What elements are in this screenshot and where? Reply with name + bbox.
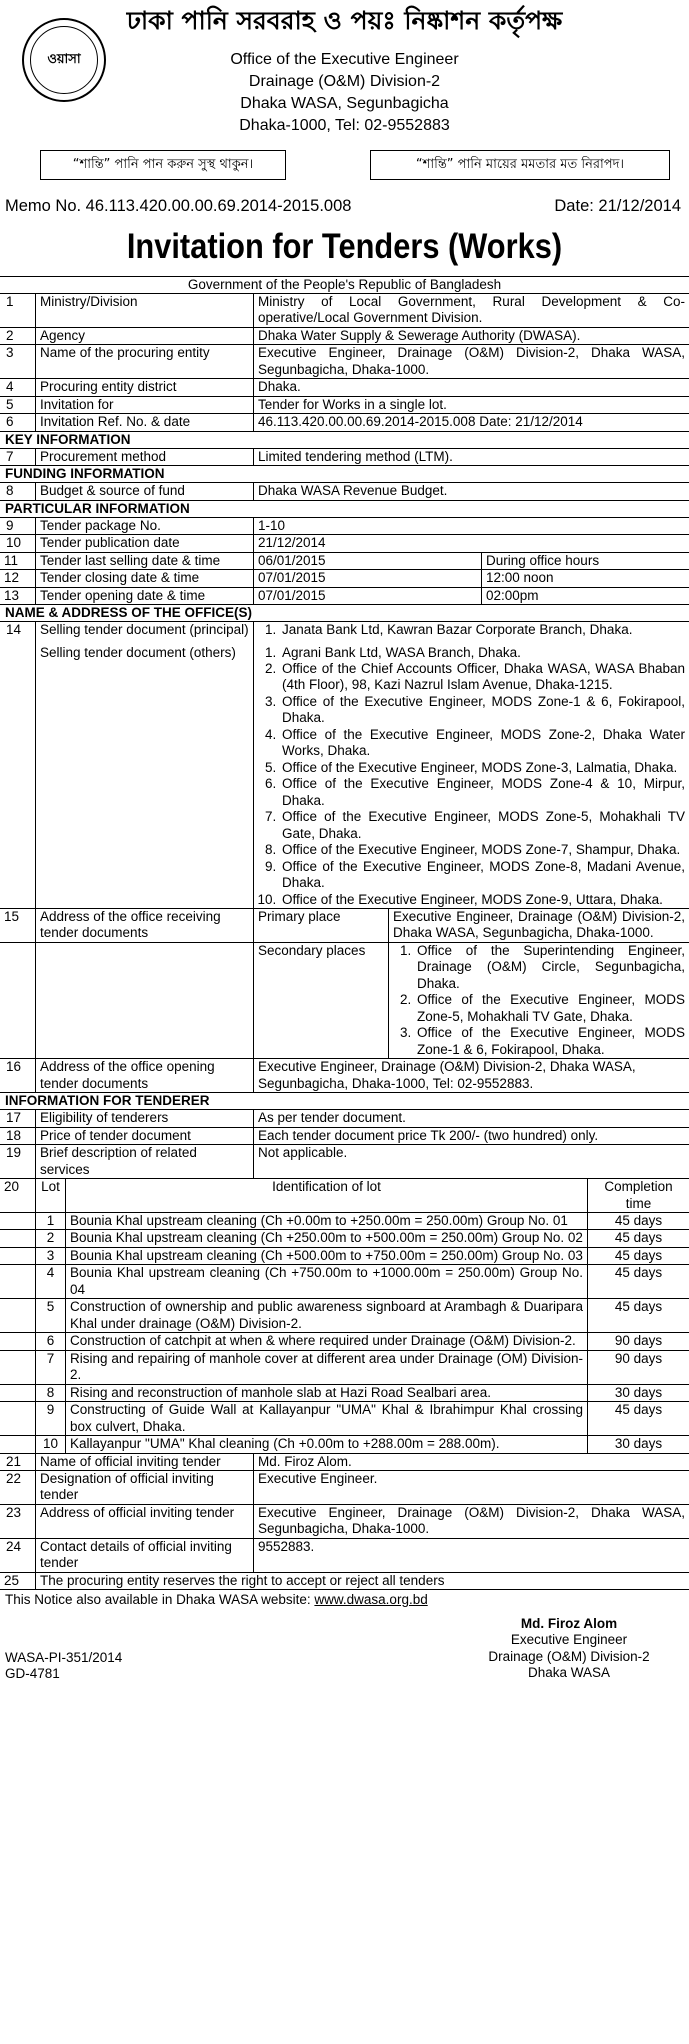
- row-label: Tender package No.: [36, 518, 254, 534]
- lot-description: Constructing of Guide Wall at Kallayanpur "UMA" Khal & Ibrahimpur Khal crossing box culvert, Dhaka.: [66, 1402, 588, 1435]
- row-value: Executive Engineer, Drainage (O&M) Division-2, Dhaka WASA, Segunbagicha, Dhaka-1000.: [258, 1504, 685, 1537]
- table-row: [0, 379, 689, 396]
- table-row: [0, 645, 689, 910]
- row-label-empty: [36, 943, 254, 1058]
- list-item: 4. Office of the Executive Engineer, MODS Zone-2, Dhaka Water Works, Dhaka.: [280, 727, 685, 760]
- row-number: 4: [0, 379, 36, 395]
- row-value: 1-10: [258, 517, 286, 533]
- lot-number: 2: [36, 1230, 66, 1246]
- table-row: [0, 1454, 689, 1471]
- list-item: 9. Office of the Executive Engineer, MODS Zone-8, Madani Avenue, Dhaka.: [280, 859, 685, 892]
- list-item: 5. Office of the Executive Engineer, MODS Zone-3, Lalmatia, Dhaka.: [280, 760, 685, 776]
- lot-number: 4: [36, 1265, 66, 1298]
- principal-list: [258, 622, 685, 638]
- lot-completion-time: 90 days: [614, 1350, 663, 1366]
- row-label: Price of tender document: [36, 1128, 254, 1144]
- row-number: 15: [0, 909, 36, 942]
- row-label: Tender closing date & time: [36, 570, 254, 586]
- lot-row: [0, 1436, 689, 1453]
- lot-row-spacer: [0, 1351, 36, 1384]
- lot-number: 1: [36, 1213, 66, 1229]
- government-line: Government of the People's Republic of Bangladesh: [0, 276, 689, 294]
- lot-row: [0, 1213, 689, 1230]
- table-row: [0, 328, 689, 345]
- lot-description: Bounia Khal upstream cleaning (Ch +750.00m to +1000.00m = 250.00m) Group No. 04: [66, 1265, 588, 1298]
- row-value: Ministry of Local Government, Rural Development & Co-operative/Local Government Division.: [258, 294, 685, 326]
- row-date: 07/01/2015: [254, 588, 482, 604]
- table-row: [0, 518, 689, 535]
- secondary-list: [393, 943, 685, 1058]
- lot-completion-time: 45 days: [614, 1402, 663, 1418]
- row-number: 13: [0, 588, 36, 604]
- row-number: 7: [0, 449, 36, 465]
- lot-description: Construction of ownership and public awareness signboard at Arambagh & Duaripara Khal under drainage (O&M) Division-2.: [66, 1299, 588, 1332]
- row-number: 10: [0, 535, 36, 551]
- secondary-places-value: [389, 943, 689, 1058]
- signatory-name: Md. Firoz Alom: [520, 1616, 618, 1631]
- website-link[interactable]: www.dwasa.org.bd: [314, 1592, 428, 1607]
- row-label: Address of the office opening tender documents: [36, 1059, 254, 1092]
- slogan-row: [0, 150, 689, 184]
- section-name-address: NAME & ADDRESS OF THE OFFICE(S): [0, 605, 689, 622]
- memo-row: [0, 196, 689, 218]
- row-value: Md. Firoz Alom.: [258, 1453, 352, 1469]
- table-row: [0, 345, 689, 379]
- lot-row: [0, 1248, 689, 1265]
- row-time: 02:00pm: [486, 587, 539, 603]
- lot-description: Kallayanpur "UMA" Khal cleaning (Ch +0.00m to +288.00m = 288.00m).: [66, 1436, 588, 1452]
- row-date: 06/01/2015: [254, 553, 482, 569]
- lot-row-spacer: [0, 1385, 36, 1401]
- row-number: 11: [0, 553, 36, 569]
- office-line-4: Dhaka-1000, Tel: 02-9552883: [239, 117, 450, 134]
- primary-place-value: Executive Engineer, Drainage (O&M) Division-2, Dhaka WASA, Segunbagicha, Dhaka-1000.: [393, 909, 685, 941]
- primary-place-label: Primary place: [254, 909, 389, 942]
- row-label: Name of official inviting tender: [36, 1454, 254, 1470]
- row-time: During office hours: [486, 552, 600, 568]
- row-number: 12: [0, 570, 36, 586]
- row-label: Name of the procuring entity: [36, 345, 254, 378]
- row-label: Tender last selling date & time: [36, 553, 254, 569]
- row-label: Invitation Ref. No. & date: [36, 414, 254, 430]
- lot-row: [0, 1265, 689, 1299]
- row-value: Not applicable.: [258, 1145, 348, 1161]
- row-date: 07/01/2015: [254, 570, 482, 586]
- lot-completion-time: 45 days: [614, 1212, 663, 1228]
- table-row: [0, 1573, 689, 1590]
- col-lot: Lot: [36, 1179, 66, 1212]
- table-row: [0, 1539, 689, 1573]
- row-label: Designation of official inviting tender: [36, 1471, 254, 1504]
- secondary-places-label: Secondary places: [254, 943, 389, 1058]
- list-item: 8. Office of the Executive Engineer, MODS Zone-7, Shampur, Dhaka.: [280, 842, 685, 858]
- lot-row-spacer: [0, 1248, 36, 1264]
- lot-number: 5: [36, 1299, 66, 1332]
- lot-row-spacer: [0, 1299, 36, 1332]
- notice-text: This Notice also available in Dhaka WASA website:: [5, 1592, 315, 1607]
- row-number: 21: [0, 1454, 36, 1470]
- table-row: [0, 1059, 689, 1093]
- row-value: Tender for Works in a single lot.: [258, 396, 447, 412]
- section-key-information: KEY INFORMATION: [0, 432, 689, 449]
- row-number: 9: [0, 518, 36, 534]
- row-label: Address of the office receiving tender documents: [36, 909, 254, 942]
- row-value: Executive Engineer.: [258, 1471, 378, 1486]
- row-value: 46.113.420.00.00.69.2014-2015.008 Date: 21/12/2014: [258, 414, 583, 430]
- table-row: [0, 483, 689, 500]
- row-number-empty: [0, 645, 36, 909]
- signature-block: [459, 1616, 679, 1682]
- table-row: [0, 397, 689, 414]
- lot-row: [0, 1402, 689, 1436]
- row-value: [254, 622, 689, 644]
- row-value: Dhaka WASA Revenue Budget.: [258, 483, 448, 499]
- bengali-org-title: ঢাকা পানি সরবরাহ ও পয়ঃ নিষ্কাশন কর্তৃপক্ষ: [126, 6, 563, 35]
- tender-table: [0, 276, 689, 1590]
- row-number: 19: [0, 1145, 36, 1178]
- row-label: Invitation for: [36, 397, 254, 413]
- list-item: 1. Janata Bank Ltd, Kawran Bazar Corporate Branch, Dhaka.: [280, 622, 685, 638]
- row-number: 2: [0, 328, 36, 344]
- table-row: [0, 943, 689, 1059]
- row-value: The procuring entity reserves the right to accept or reject all tenders: [40, 1572, 445, 1588]
- table-row: [0, 449, 689, 466]
- lot-number: 6: [36, 1333, 66, 1349]
- list-item: 3. Office of the Executive Engineer, MODS Zone-1 & 6, Fokirapool, Dhaka.: [415, 1025, 685, 1058]
- row-label: Tender publication date: [36, 535, 254, 551]
- row-label: Brief description of related services: [36, 1145, 254, 1178]
- row-number: 8: [0, 483, 36, 499]
- list-item: 2. Office of the Chief Accounts Officer, Dhaka WASA, WASA Bhaban (4th Floor), 98, Kazi Nazrul Islam Avenue, Dhaka-1215.: [280, 661, 685, 694]
- row-label: Budget & source of fund: [36, 483, 254, 499]
- list-item: 6. Office of the Executive Engineer, MODS Zone-4 & 10, Mirpur, Dhaka.: [280, 776, 685, 809]
- table-row: [0, 414, 689, 431]
- lot-completion-time: 45 days: [614, 1230, 663, 1246]
- row-label: Tender opening date & time: [36, 588, 254, 604]
- row-value: Executive Engineer, Drainage (O&M) Division-2, Dhaka WASA, Segunbagicha, Dhaka-1000, Tel: 02-9552883.: [258, 1059, 636, 1091]
- lot-description: Bounia Khal upstream cleaning (Ch +500.00m to +750.00m = 250.00m) Group No. 03: [66, 1248, 588, 1264]
- lot-number: 8: [36, 1385, 66, 1401]
- signatory-org: Dhaka WASA: [527, 1665, 611, 1681]
- list-item: 1. Agrani Bank Ltd, WASA Branch, Dhaka.: [280, 645, 685, 661]
- list-item: 3. Office of the Executive Engineer, MODS Zone-1 & 6, Fokirapool, Dhaka.: [280, 694, 685, 727]
- row-label: Address of official inviting tender: [36, 1505, 254, 1538]
- table-row: [0, 622, 689, 644]
- slogan-left: “শান্তি” পানি পান করুন সুস্থ থাকুন।: [40, 150, 286, 180]
- lots-list: [0, 1213, 689, 1454]
- row-number: 3: [0, 345, 36, 378]
- lot-completion-time: 30 days: [614, 1436, 663, 1452]
- col-completion-time: Completion time: [604, 1179, 673, 1211]
- lot-description: Bounia Khal upstream cleaning (Ch +250.00m to +500.00m = 250.00m) Group No. 02: [66, 1230, 588, 1246]
- table-row: [0, 1471, 689, 1505]
- lot-row: [0, 1299, 689, 1333]
- row-label: Procuring entity district: [36, 379, 254, 395]
- row-number: 17: [0, 1110, 36, 1126]
- col-identification: Identification of lot: [66, 1179, 588, 1212]
- lot-row: [0, 1351, 689, 1385]
- lot-completion-time: 45 days: [614, 1265, 663, 1281]
- table-row: [0, 553, 689, 570]
- row-number: 6: [0, 414, 36, 430]
- lots-header-row: [0, 1179, 689, 1213]
- lot-row: [0, 1385, 689, 1402]
- lot-number: 7: [36, 1351, 66, 1384]
- lot-description: Bounia Khal upstream cleaning (Ch +0.00m to +250.00m = 250.00m) Group No. 01: [66, 1213, 588, 1229]
- row-number: 24: [0, 1539, 36, 1572]
- table-row: [0, 588, 689, 605]
- page-title: Invitation for Tenders (Works): [126, 227, 563, 266]
- row-label: Eligibility of tenderers: [36, 1110, 254, 1126]
- memo-date: Date: 21/12/2014: [554, 197, 681, 215]
- lot-completion-time: 30 days: [614, 1384, 663, 1400]
- table-row: [0, 1110, 689, 1127]
- lot-row-spacer: [0, 1213, 36, 1229]
- row-number: 18: [0, 1128, 36, 1144]
- website-notice: [5, 1592, 428, 1608]
- row-label: Ministry/Division: [36, 294, 254, 327]
- office-line-2: Drainage (O&M) Division-2: [248, 73, 441, 90]
- row-number-empty: [0, 943, 36, 1058]
- office-line-1: Office of the Executive Engineer: [230, 51, 459, 68]
- list-item: 1. Office of the Superintending Engineer, Drainage (O&M) Circle, Segunbagicha, Dhaka.: [415, 943, 685, 992]
- row-value: 9552883.: [258, 1538, 315, 1554]
- row-number: 16: [0, 1059, 36, 1092]
- wasa-logo-text: ওয়াসা: [47, 52, 81, 68]
- row-value: [254, 645, 689, 909]
- slogan-right: “শান্তি” পানি মায়ের মমতার মত নিরাপদ।: [370, 150, 670, 180]
- row-number: 5: [0, 397, 36, 413]
- lot-number: 9: [36, 1402, 66, 1435]
- row-label: Procurement method: [36, 449, 254, 465]
- row-value: As per tender document.: [258, 1110, 406, 1126]
- row-label: Selling tender document (others): [36, 645, 254, 909]
- lot-completion-time: 45 days: [614, 1299, 663, 1315]
- table-row: [0, 294, 689, 328]
- lot-row: [0, 1230, 689, 1247]
- lot-row-spacer: [0, 1265, 36, 1298]
- lot-row-spacer: [0, 1230, 36, 1246]
- gd-number: GD-4781: [5, 1666, 60, 1682]
- row-number: 14: [0, 622, 36, 644]
- row-number: 25: [0, 1573, 36, 1589]
- lot-description: Construction of catchpit at when & where required under Drainage (O&M) Division-2.: [66, 1333, 588, 1349]
- memo-number: Memo No. 46.113.420.00.00.69.2014-2015.008: [5, 197, 352, 215]
- row-value: Limited tendering method (LTM).: [258, 448, 453, 464]
- office-line-3: Dhaka WASA, Segunbagicha: [240, 95, 449, 112]
- row-number: 20: [0, 1179, 36, 1212]
- signatory-designation: Executive Engineer: [510, 1632, 628, 1648]
- lot-description: Rising and reconstruction of manhole slab at Hazi Road Sealbari area.: [66, 1385, 588, 1401]
- letterhead: [0, 6, 689, 141]
- row-value: 21/12/2014: [258, 535, 326, 551]
- pi-number: WASA-PI-351/2014: [5, 1650, 123, 1665]
- row-label: Contact details of official inviting tender: [36, 1539, 254, 1572]
- row-number: 23: [0, 1505, 36, 1538]
- lot-completion-time: 45 days: [614, 1247, 663, 1263]
- section-funding-information: FUNDING INFORMATION: [0, 466, 689, 483]
- lot-row-spacer: [0, 1402, 36, 1435]
- row-number: 22: [0, 1471, 36, 1504]
- lot-number: 3: [36, 1248, 66, 1264]
- section-information-for-tenderer: INFORMATION FOR TENDERER: [0, 1093, 689, 1110]
- row-label: Selling tender document (principal): [36, 622, 254, 644]
- others-list: [258, 645, 685, 909]
- lot-row-spacer: [0, 1333, 36, 1349]
- row-value: Dhaka Water Supply & Sewerage Authority (DWASA).: [258, 327, 581, 343]
- row-value: Each tender document price Tk 200/- (two hundred) only.: [258, 1127, 599, 1143]
- lot-completion-time: 90 days: [614, 1333, 663, 1349]
- lot-description: Rising and repairing of manhole cover at different area under Drainage (OM) Division-2.: [66, 1351, 588, 1384]
- table-row: [0, 570, 689, 587]
- lot-row: [0, 1333, 689, 1350]
- table-row: [0, 1505, 689, 1539]
- list-item: 10. Office of the Executive Engineer, MODS Zone-9, Uttara, Dhaka.: [280, 892, 685, 908]
- row-value: Executive Engineer, Drainage (O&M) Division-2, Dhaka WASA, Segunbagicha, Dhaka-1000.: [258, 345, 685, 377]
- reference-codes: [5, 1650, 122, 1683]
- table-row: [0, 1145, 689, 1179]
- section-particular-information: PARTICULAR INFORMATION: [0, 501, 689, 518]
- lot-row-spacer: [0, 1436, 36, 1452]
- list-item: 7. Office of the Executive Engineer, MODS Zone-5, Mohakhali TV Gate, Dhaka.: [280, 809, 685, 842]
- row-time: 12:00 noon: [486, 570, 554, 586]
- row-value: Dhaka.: [258, 379, 301, 395]
- list-item: 2. Office of the Executive Engineer, MODS Zone-5, Mohakhali TV Gate, Dhaka.: [415, 992, 685, 1025]
- table-row: [0, 535, 689, 552]
- row-label: Agency: [36, 328, 254, 344]
- row-number: 1: [0, 294, 36, 327]
- signatory-division: Drainage (O&M) Division-2: [488, 1648, 650, 1664]
- table-row: [0, 1128, 689, 1145]
- lot-number: 10: [36, 1436, 66, 1452]
- table-row: [0, 909, 689, 943]
